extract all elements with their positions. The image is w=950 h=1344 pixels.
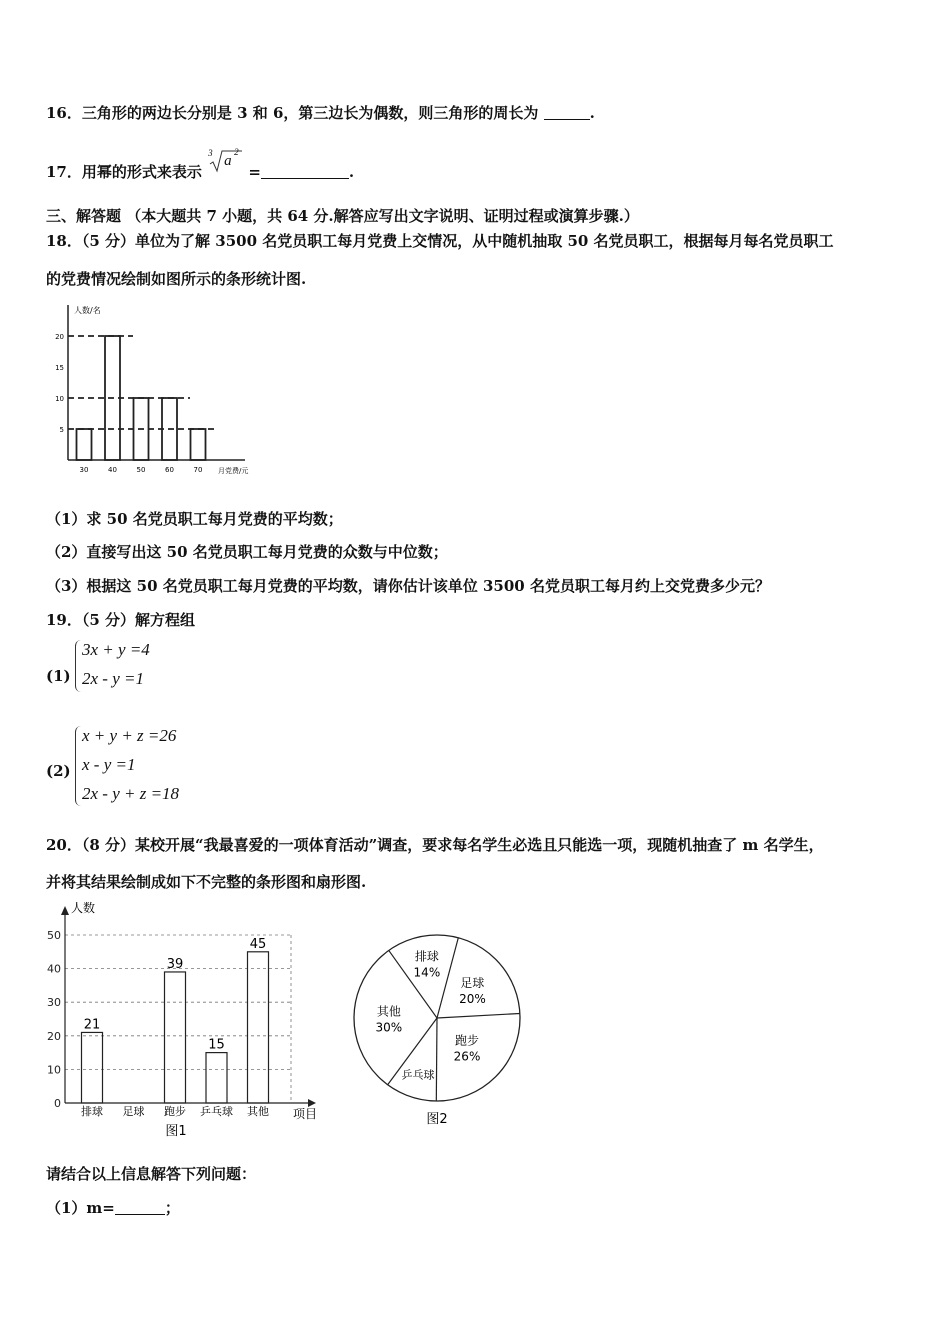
left-brace-icon — [75, 726, 81, 806]
question-20-sub1 — [46, 1197, 180, 1218]
question-16-end: . — [589, 104, 595, 122]
y-tick-label: 20 — [55, 333, 64, 341]
pie-slice-percent: 30% — [375, 1020, 403, 1035]
pie-slice-percent: 26% — [453, 1049, 481, 1064]
system-2-label: (2) — [46, 762, 71, 780]
question-18-line1: 18．（5 分）单位为了解 3500 名党员职工每月党费上交情况，从中随机抽取 50 名党员职工，根据每月每名党员职工 — [46, 232, 834, 250]
y-tick-label: 30 — [47, 996, 61, 1010]
x-axis-label: 月党费/元 — [218, 467, 249, 475]
question-20-line1: 20．（8 分）某校开展“我最喜爱的一项体育活动”调查，要求每名学生必选且只能选一项，现随机抽查了 m 名学生， — [46, 836, 824, 854]
sports-pie-chart — [345, 925, 530, 1135]
system-1-eq-2: 2x - y =1 — [82, 669, 144, 688]
chart-title: 图2 — [426, 1112, 448, 1127]
system-2-eq-2: x - y =1 — [82, 755, 136, 774]
x-tick-label: 30 — [79, 466, 89, 474]
answer-blank — [261, 164, 349, 179]
bar — [77, 429, 92, 460]
x-axis-label: 项目 — [293, 1107, 318, 1121]
bar — [165, 972, 186, 1103]
pie-slice-boundary — [436, 1018, 437, 1101]
question-18-line2: 的党费情况绘制如图所示的条形统计图. — [46, 270, 307, 288]
data-label: 45 — [249, 936, 267, 952]
x-tick-label: 50 — [136, 466, 146, 474]
pie-slice-label: 跑步 — [455, 1033, 480, 1048]
sports-bar-chart — [40, 895, 340, 1145]
fee-bar-chart — [40, 295, 280, 480]
section-heading: 三、解答题 （本大题共 7 小题，共 64 分.解答应写出文字说明、证明过程或演算步骤.） — [46, 207, 639, 225]
y-axis-label: 人数 — [71, 901, 96, 915]
y-axis-label: 人数/名 — [74, 306, 101, 315]
y-tick-label: 10 — [55, 395, 64, 403]
x-tick-label: 乒乓球 — [200, 1105, 233, 1118]
y-tick-label: 15 — [55, 364, 64, 372]
question-20-sub1-end: ； — [164, 1199, 180, 1217]
bar — [248, 952, 269, 1103]
question-18-sub2: （2）直接写出这 50 名党员职工每月党费的众数与中位数； — [46, 543, 448, 561]
y-tick-label: 20 — [47, 1029, 61, 1043]
question-20-line2: 并将其结果绘制成如下不完整的条形图和扇形图. — [46, 873, 367, 891]
x-tick-label: 70 — [193, 466, 203, 474]
data-label: 21 — [83, 1017, 101, 1033]
y-tick-label: 50 — [47, 929, 61, 942]
y-tick-label: 10 — [47, 1063, 61, 1077]
radical-expression — [207, 147, 243, 177]
question-18-sub3: （3）根据这 50 名党员职工每月党费的平均数，请你估计该单位 3500 名党员职工每月约上交党费多少元？ — [46, 577, 770, 595]
x-tick-label: 排球 — [81, 1105, 103, 1118]
question-17 — [46, 147, 355, 182]
radical-exponent: 2 — [234, 147, 239, 157]
radical-index: 3 — [208, 148, 213, 158]
pie-slice-label: 其他 — [376, 1004, 401, 1019]
equals-sign: = — [248, 163, 261, 181]
question-18-sub1: （1）求 50 名党员职工每月党费的平均数； — [46, 510, 343, 528]
system-1-eq-1: 3x + y =4 — [82, 640, 150, 659]
bar — [191, 429, 206, 460]
x-tick-label: 跑步 — [164, 1105, 186, 1118]
pie-slice-label: 排球 — [414, 949, 439, 964]
x-tick-label: 40 — [108, 466, 117, 474]
question-16-text: 16．三角形的两边长分别是 3 和 6，第三边长为偶数，则三角形的周长为 — [46, 104, 539, 122]
question-19-title: 19．（5 分）解方程组 — [46, 611, 196, 629]
x-tick-label: 60 — [165, 466, 174, 474]
answer-blank — [115, 1200, 165, 1215]
y-axis-arrow-icon — [61, 906, 69, 915]
question-17-end: . — [348, 163, 355, 181]
bar — [82, 1032, 103, 1103]
radical-base: a — [224, 153, 232, 169]
system-1-label: (1) — [46, 667, 71, 685]
bar — [206, 1053, 227, 1103]
chart-title: 图1 — [165, 1124, 187, 1139]
x-tick-label: 足球 — [122, 1105, 145, 1118]
y-tick-label: 40 — [47, 962, 61, 976]
pie-slice-percent: 14% — [413, 965, 441, 980]
pie-slice-percent: 20% — [459, 992, 486, 1007]
left-brace-icon — [75, 640, 81, 692]
question-17-text: 17．用幂的形式来表示 — [46, 163, 202, 181]
question-16 — [46, 102, 595, 123]
data-label: 15 — [208, 1037, 225, 1053]
question-20-after: 请结合以上信息解答下列问题： — [46, 1165, 257, 1183]
x-tick-label: 其他 — [247, 1105, 269, 1118]
pie-slice-boundary — [437, 1013, 520, 1018]
x-axis-arrow-icon — [308, 1099, 316, 1107]
pie-slice-label: 足球 — [460, 976, 485, 991]
system-2-eq-3: 2x - y + z =18 — [82, 784, 180, 803]
y-tick-label: 0 — [54, 1097, 61, 1110]
y-tick-label: 5 — [59, 426, 64, 434]
question-20-sub1-text: （1）m= — [46, 1199, 115, 1217]
data-label: 39 — [166, 956, 184, 972]
system-2-eq-1: x + y + z =26 — [82, 726, 177, 745]
answer-blank — [544, 105, 590, 120]
pie-slice-label: 乒乓球 — [401, 1068, 435, 1082]
